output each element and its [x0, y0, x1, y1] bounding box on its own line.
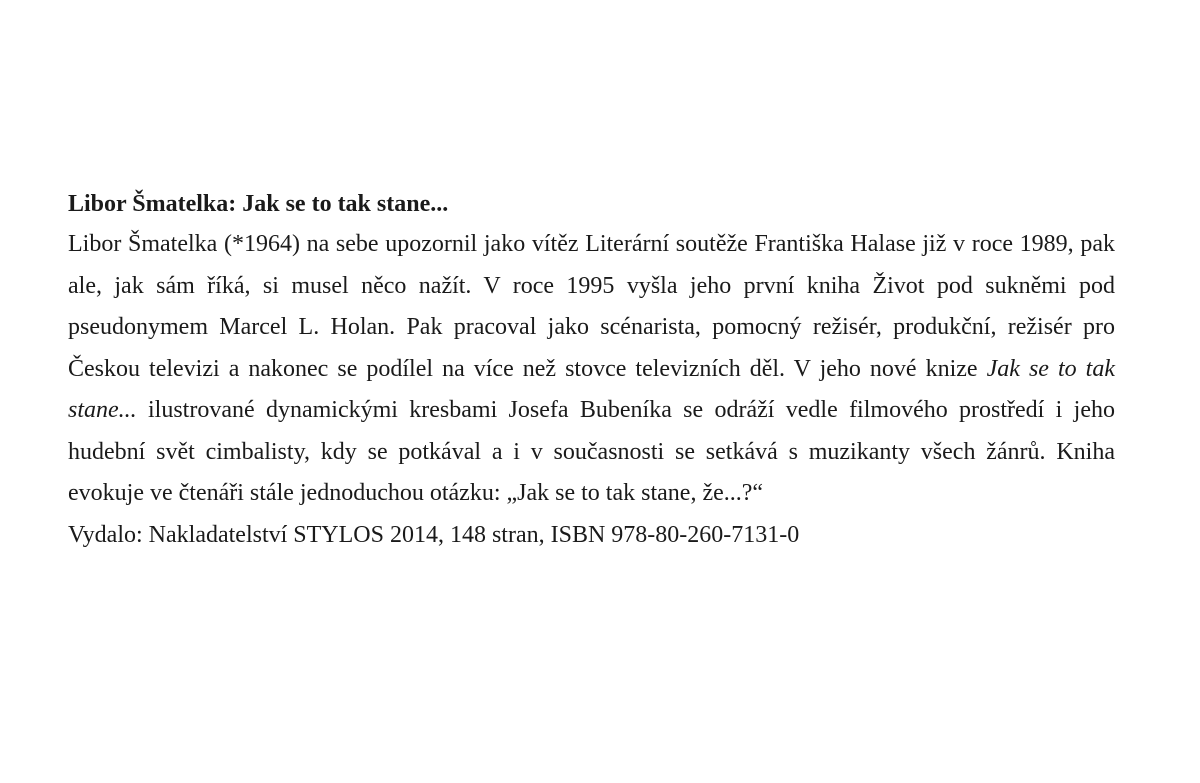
article [68, 184, 1115, 555]
article-body [68, 224, 1115, 515]
article-title: Libor Šmatelka: Jak se to tak stane... [68, 191, 449, 217]
publisher-info: Vydalo: Nakladatelství STYLOS 2014, 148 stran, ISBN 978-80-260-7131-0 [68, 521, 800, 548]
book-title-italic: Jak se to tak stane... [68, 355, 1115, 423]
body-text-start: Libor Šmatelka (*1964) na sebe upozornil jako vítěz Literární soutěže Františka Halase již v roce 1989, pak ale, jak sám říká, si musel něco nažít. V roce 1995 vyšla jeho první kniha Život pod sukněmi pod pseudonymem Marcel L. Holan. Pak pracoval jako scénarista, pomocný režisér, produkční, režisér pro Českou televizi a nakonec se podílel na více než stovce televizních děl. V jeho nové knize [68, 231, 1115, 382]
body-text-end: ilustrované dynamickými kresbami Josefa Bubeníka se odráží vedle filmového prostředí i jeho hudební svět cimbalisty, kdy se potkával a i v současnosti se setkává s muzikanty všech žánrů. Kniha evokuje ve čtenáři stále jednoduchou otázku: „Jak se to tak stane, že...?“ [68, 397, 1115, 506]
